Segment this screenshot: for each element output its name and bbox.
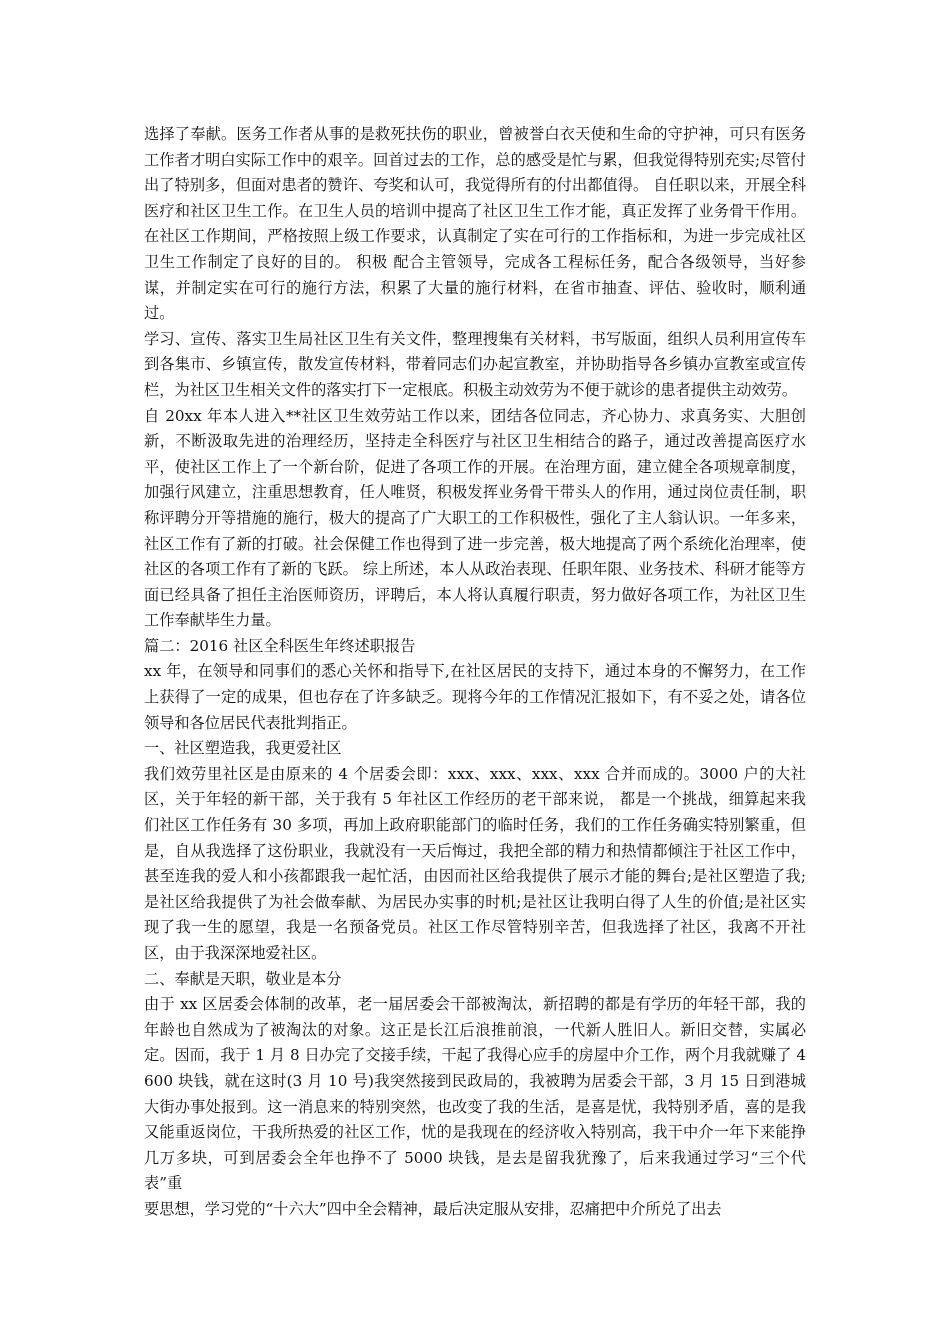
paragraph-dedication: 由于 xx 区居委会体制的改革，老一届居委会干部被淘汰，新招聘的都是有学历的年轻干部，我的年龄也自然成为了被淘汰的对象。这正是长江后浪推前浪，一代新人胜旧人。新旧交替，实属必定。因而，我于 1 月 8 日办完了交接手续，干起了我得心应手的房屋中介工作，两个月我就赚了 4600 块钱，就在这时(3 月 10 号)我突然接到民政局的，我被聘为居委会干部，3 月 15 日到港城大街办事处报到。这一消息来的特别突然，也改变了我的生活，是喜是忧，我特别矛盾，喜的是我又能重返岗位，干我所热爱的社区工作，忧的是我现在的经济收入特别高，我干中介一年下来能挣几万多块，可到居委会全年也挣不了 5000 块钱，是去是留我犹豫了，后来我通过学习“三个代表”重 — [144, 995, 806, 1193]
paragraph-intro: xx 年，在领导和同事们的悉心关怀和指导下,在社区居民的支持下，通过本身的不懈努力，在工作上获得了一定的成果，但也存在了许多缺乏。现将今年的工作情况汇报如下，有不妥之处，请各位领导和各位居民代表批判指正。 — [144, 662, 806, 732]
paragraph-final-line: 要思想，学习党的“十六大”四中全会精神，最后决定服从安排，忍痛把中介所兑了出去 — [144, 1199, 722, 1218]
paragraph-3: 自 20xx 年本人进入**社区卫生效劳站工作以来，团结各位同志，齐心协力、求真务实、大胆创新，不断汲取先进的治理经历，坚持走全科医疗与社区卫生相结合的路子，通过改善提高医疗水平，使社区工作上了一个新台阶，促进了各项工作的开展。在治理方面，建立健全各项规章制度，加强行风建立，注重思想教育，任人唯贤，积极发挥业务骨干带头人的作用，通过岗位责任制，职称评聘分开等措施的施行，极大的提高了广大职工的工作积极性，强化了主人翁认识。一年多来，社区工作有了新的打破。社会保健工作也得到了进一步完善，极大地提高了两个系统化治理率，使社区的各项工作有了新的飞跃。 综上所述，本人从政治表现、任职年限、业务技术、科研才能等方面已经具备了担任主治医师资历，评聘后，本人将认真履行职责，努力做好各项工作，为社区卫生工作奉献毕生力量。 — [144, 406, 806, 630]
subheading-one: 一、社区塑造我，我更爱社区 — [144, 739, 342, 758]
section-heading-part-two: 篇二：2016 社区全科医生年终述职报告 — [144, 636, 416, 655]
document-body — [144, 122, 806, 1223]
paragraph-2: 学习、宣传、落实卫生局社区卫生有关文件，整理搜集有关材料，书写版面，组织人员利用宣传车到各集市、乡镇宣传，散发宣传材料，带着同志们办起宣教室，并协助指导各乡镇办宣教室或宣传栏，为社区卫生相关文件的落实打下一定根底。积极主动效劳为不便于就诊的患者提供主动效劳。 — [144, 329, 806, 399]
paragraph-community: 我们效劳里社区是由原来的 4 个居委会即：xxx、xxx、xxx、xxx 合并而成的。3000 户的大社区，关于年轻的新干部，关于我有 5 年社区工作经历的老干部来说， 都是一个挑战，细算起来我们社区工作任务有 30 多项，再加上政府职能部门的临时任务，我们的工作任务确实特别繁重，但是，自从我选择了这份职业，我就没有一天后悔过，我把全部的精力和热情都倾注于社区工作中，甚至连我的爱人和小孩都跟我一起忙活，由因而社区给我提供了展示才能的舞台;是社区塑造了我;是社区给我提供了为社会做奉献、为居民办实事的时机;是社区让我明白得了人生的价值;是社区实现了我一生的愿望，我是一名预备党员。社区工作尽管特别辛苦，但我选择了社区，我离不开社区，由于我深深地爱社区。 — [144, 764, 806, 962]
subheading-two: 二、奉献是天职，敬业是本分 — [144, 969, 342, 988]
paragraph-1: 选择了奉献。医务工作者从事的是救死扶伤的职业，曾被誉白衣天使和生命的守护神，可只有医务工作者才明白实际工作中的艰辛。回首过去的工作，总的感受是忙与累，但我觉得特别充实;尽管付出了特别多，但面对患者的赞许、夸奖和认可，我觉得所有的付出都值得。 自任职以来，开展全科医疗和社区卫生工作。在卫生人员的培训中提高了社区卫生工作才能，真正发挥了业务骨干作用。 在社区工作期间，严格按照上级工作要求，认真制定了实在可行的工作指标和，为进一步完成社区卫生工作制定了良好的目的。 积极 配合主管领导，完成各工程标任务，配合各级领导，当好参谋，并制定实在可行的施行方法，积累了大量的施行材料，在省市抽查、评估、验收时，顺利通过。 — [144, 125, 806, 323]
